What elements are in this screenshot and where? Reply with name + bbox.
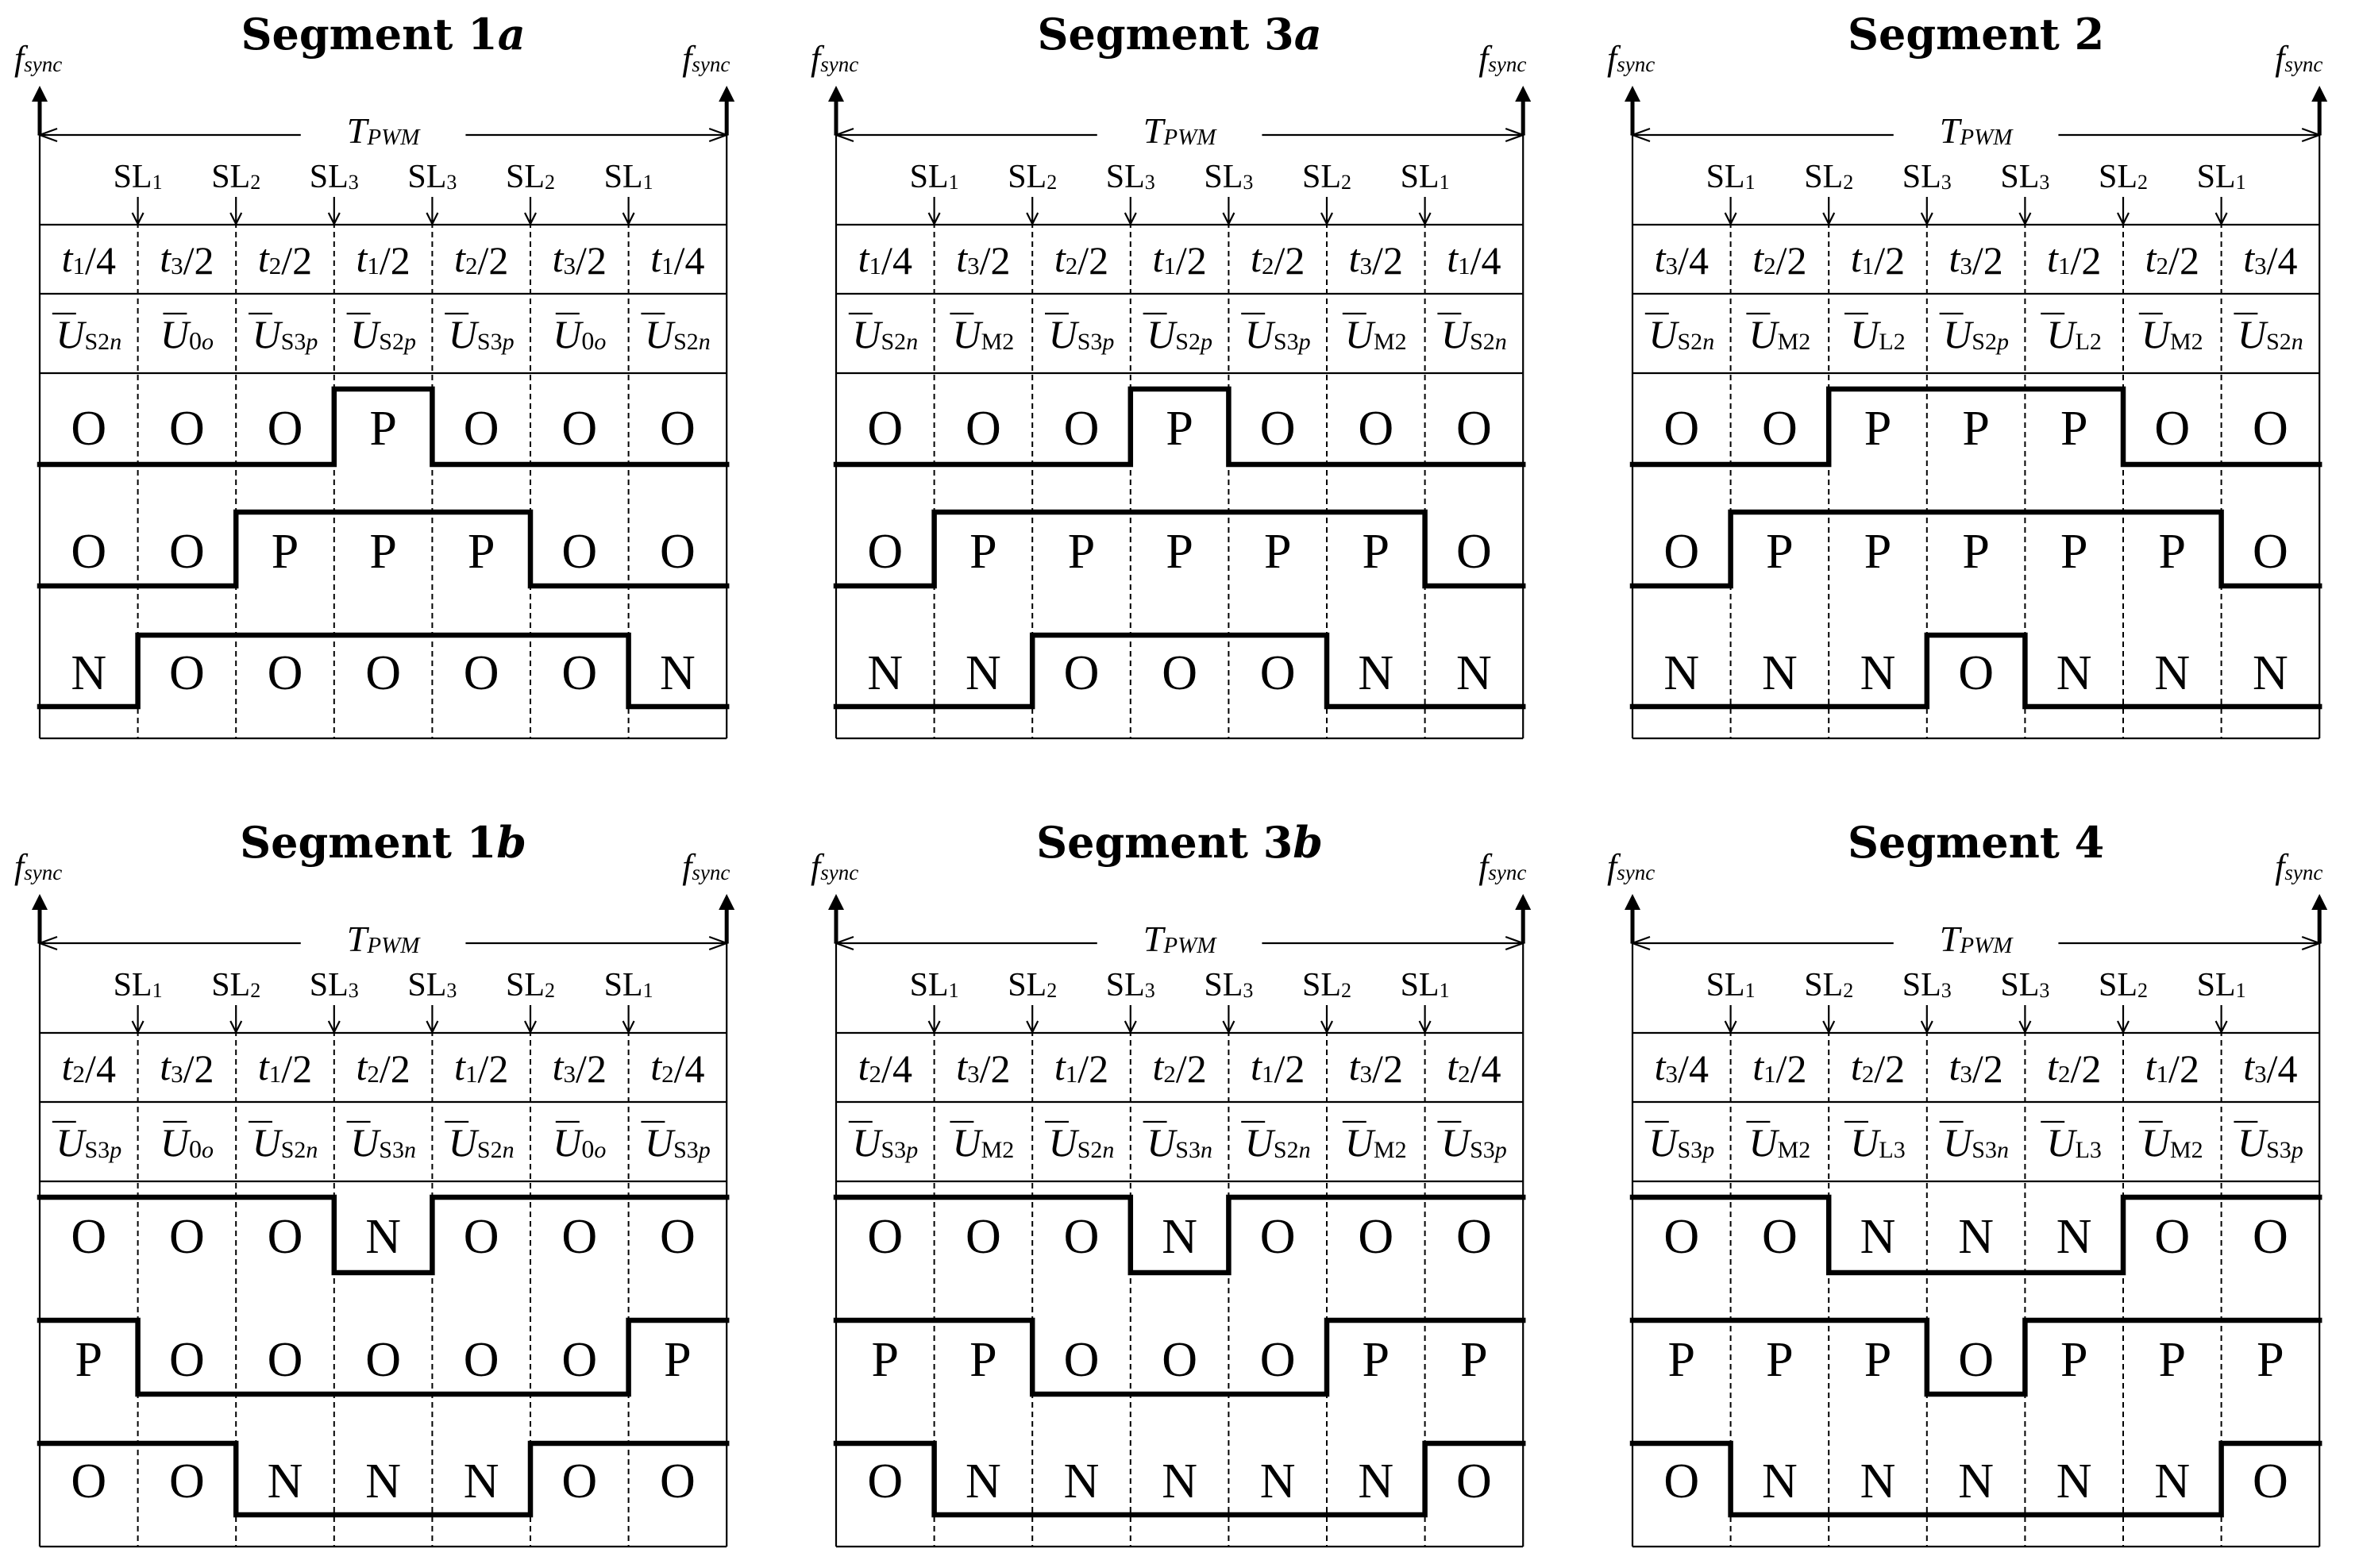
fsync-label-left: fsync [811,39,859,78]
fsync-label-left: fsync [1607,39,1656,78]
switch-state: O [1456,525,1492,579]
time-interval: t3/4 [2243,236,2298,283]
switch-state: N [1860,1210,1896,1264]
switch-state: O [561,646,598,700]
sl-marker: SL3 [1204,967,1254,1004]
switch-state: O [267,1210,303,1264]
switch-state: N [867,646,904,700]
time-interval: t3/2 [160,1044,214,1091]
fsync-label-right: fsync [2275,39,2323,78]
segment-title: Segment 1a [241,9,526,60]
switch-state: N [966,646,1001,700]
voltage-vector: UL2 [2046,312,2102,356]
fsync-label-right: fsync [2275,847,2323,886]
switch-state: O [463,402,499,456]
voltage-vector: U0o [160,312,214,356]
sl-marker: SL2 [505,159,556,195]
time-interval: t3/2 [1948,236,2003,283]
time-interval: t3/2 [1348,236,1403,283]
segment-panel-4 [14,817,734,1547]
time-interval: t2/2 [257,236,313,283]
voltage-vector: US3p [252,312,318,356]
arrow-head-icon [719,894,734,910]
switch-state: O [2253,525,2288,579]
switch-state: O [1063,646,1100,700]
switch-state: O [1358,1210,1394,1264]
switch-state: O [1456,1454,1492,1508]
time-interval: t2/2 [1850,1044,1906,1091]
sl-marker: SL3 [2000,159,2050,195]
voltage-vector: US3p [1244,312,1311,356]
time-interval: t2/2 [2047,1044,2102,1091]
switch-state: O [71,402,107,456]
switch-state: O [267,402,303,456]
switch-state: O [1063,1210,1100,1264]
arrow-head-icon [1625,894,1640,910]
voltage-vector: US3p [645,1120,711,1165]
switch-state: O [2253,402,2288,456]
voltage-vector: US3n [1943,1120,2009,1165]
switch-state: O [1958,646,1994,700]
sl-marker: SL2 [211,967,261,1004]
fsync-label-right: fsync [682,39,730,78]
switch-state: N [463,1454,499,1508]
switch-state: N [1958,1210,1994,1264]
voltage-vector: UM2 [2141,312,2203,356]
time-interval: t1/4 [650,236,705,283]
switch-state: O [71,525,107,579]
switch-state: O [561,1454,598,1508]
time-interval: t1/2 [2047,236,2102,283]
switch-state: P [369,402,397,456]
sl-marker: SL2 [1008,967,1058,1004]
switch-state: O [1259,402,1296,456]
sl-marker: SL1 [1706,967,1756,1004]
time-interval: t1/4 [61,236,116,283]
voltage-vector: UL3 [1850,1120,1906,1165]
switch-state: P [1864,402,1892,456]
sl-marker: SL1 [909,159,959,195]
voltage-vector: US3p [1441,1120,1507,1165]
switch-state: O [867,402,904,456]
fsync-label-left: fsync [811,847,859,886]
switch-state: P [2060,525,2088,579]
voltage-vector: UL2 [1850,312,1906,356]
switch-state: O [2154,1210,2191,1264]
switch-state: O [1358,402,1394,456]
switch-state: N [1958,1454,1994,1508]
switch-state: O [561,525,598,579]
switch-state: O [1762,1210,1798,1264]
switch-state: O [966,402,1001,456]
voltage-vector: US2n [852,312,919,356]
switch-state: N [1860,646,1896,700]
voltage-vector: US2n [2238,312,2303,356]
switch-state: P [271,525,299,579]
sl-marker: SL1 [2196,159,2246,195]
switch-state: N [1162,1210,1197,1264]
segment-panel-6 [1607,817,2327,1547]
arrow-head-icon [828,894,844,910]
switch-state: O [1663,402,1700,456]
sl-marker: SL3 [1902,967,1952,1004]
switch-state: N [2056,646,2092,700]
fsync-label-left: fsync [14,847,63,886]
switch-state: N [1063,1454,1100,1508]
switch-state: N [1358,1454,1394,1508]
switch-state: O [1259,646,1296,700]
switch-state: P [2060,1333,2088,1387]
switch-state: O [2154,402,2191,456]
switch-state: O [660,525,696,579]
switch-state: O [2253,1210,2288,1264]
switch-state: O [71,1454,107,1508]
switch-state: N [966,1454,1001,1508]
switch-state: P [1766,1333,1794,1387]
arrow-head-icon [1515,894,1531,910]
switch-state: P [1667,1333,1696,1387]
voltage-vector: US2n [1441,312,1507,356]
switch-state: O [660,1454,696,1508]
time-interval: t1/2 [2145,1044,2199,1091]
switch-state: N [660,646,696,700]
switch-state: O [1259,1210,1296,1264]
sl-marker: SL1 [1400,967,1450,1004]
sl-marker: SL3 [1902,159,1952,195]
time-interval: t3/2 [1348,1044,1403,1091]
sl-marker: SL1 [603,967,653,1004]
time-interval: t3/2 [956,1044,1011,1091]
arrow-head-icon [2311,86,2327,102]
time-interval: t3/2 [160,236,214,283]
sl-marker: SL2 [211,159,261,195]
switch-state: O [1456,402,1492,456]
switch-state: O [1063,1333,1100,1387]
time-interval: t3/2 [552,236,607,283]
sl-marker: SL1 [1706,159,1756,195]
sl-marker: SL2 [1804,967,1854,1004]
time-interval: t1/2 [1152,236,1207,283]
time-interval: t2/2 [2145,236,2199,283]
switch-state: O [1162,1333,1197,1387]
time-interval: t1/2 [1752,1044,1807,1091]
switch-state: O [660,1210,696,1264]
arrow-head-icon [32,86,48,102]
voltage-vector: U0o [553,312,607,356]
switch-state: N [365,1210,401,1264]
time-interval: t1/2 [454,1044,509,1091]
arrow-head-icon [1625,86,1640,102]
switch-state: P [2158,525,2187,579]
voltage-vector: US2p [1147,312,1212,356]
time-interval: t1/2 [257,1044,313,1091]
voltage-vector: UM2 [1748,312,1811,356]
tpwm-label: TPWM [1939,110,2013,151]
switch-state: P [2060,402,2088,456]
segment-title: Segment 3a [1037,9,1322,60]
arrow-head-icon [32,894,48,910]
switch-state: O [169,646,205,700]
switch-state: O [169,1454,205,1508]
sl-marker: SL2 [505,967,556,1004]
tpwm-label: TPWM [1939,919,2013,959]
switch-state: N [2056,1210,2092,1264]
voltage-vector: US3p [852,1120,919,1165]
voltage-vector: UM2 [1344,1120,1407,1165]
voltage-vector: US3p [1048,312,1115,356]
time-interval: t2/2 [1752,236,1807,283]
time-interval: t3/2 [956,236,1011,283]
sl-marker: SL1 [1400,159,1450,195]
switch-state: P [969,1333,997,1387]
time-interval: t3/4 [2243,1044,2298,1091]
voltage-vector: UM2 [1344,312,1407,356]
switch-state: O [1663,525,1700,579]
switch-state: O [1958,1333,1994,1387]
voltage-vector: US2n [448,1120,515,1165]
switch-state: P [1766,525,1794,579]
arrow-head-icon [1515,86,1531,102]
time-interval: t2/4 [1447,1044,1501,1091]
switch-state: N [1259,1454,1296,1508]
switch-state: N [1762,646,1798,700]
time-interval: t2/2 [454,236,509,283]
sl-marker: SL3 [407,967,457,1004]
sl-marker: SL3 [407,159,457,195]
time-interval: t1/2 [356,236,411,283]
switch-state: O [365,1333,401,1387]
voltage-vector: US2n [1648,312,1715,356]
switch-state: N [1358,646,1394,700]
voltage-vector: U0o [553,1120,607,1165]
switch-state: N [365,1454,401,1508]
segment-panel-3 [1607,9,2327,738]
voltage-vector: US3n [350,1120,416,1165]
switch-state: N [267,1454,303,1508]
switch-state: P [1362,525,1390,579]
voltage-vector: US2n [1244,1120,1311,1165]
switch-state: N [2253,646,2288,700]
switch-state: O [561,1210,598,1264]
sl-marker: SL2 [1301,967,1352,1004]
switch-state: O [2253,1454,2288,1508]
switch-state: O [1259,1333,1296,1387]
segment-title: Segment 2 [1848,9,2105,60]
voltage-vector: US2n [645,312,711,356]
time-interval: t3/4 [1654,236,1709,283]
time-interval: t2/2 [1152,1044,1207,1091]
fsync-label-left: fsync [14,39,63,78]
time-interval: t1/2 [1054,1044,1109,1091]
time-interval: t3/2 [1948,1044,2003,1091]
sl-marker: SL1 [113,967,163,1004]
switch-state: O [267,1333,303,1387]
switch-state: O [169,1210,205,1264]
switch-state: P [1166,525,1193,579]
switch-state: P [1362,1333,1390,1387]
voltage-vector: US2n [56,312,122,356]
switch-state: O [1663,1454,1700,1508]
switch-state: O [463,1333,499,1387]
voltage-vector: US2n [252,1120,318,1165]
sl-marker: SL2 [1804,159,1854,195]
sl-marker: SL2 [2098,967,2149,1004]
switch-state: P [1962,525,1990,579]
time-interval: t2/2 [356,1044,411,1091]
sl-marker: SL3 [1105,159,1155,195]
switch-state: N [2056,1454,2092,1508]
fsync-label-right: fsync [1478,847,1527,886]
switch-state: P [969,525,997,579]
switch-state: P [467,525,495,579]
sl-marker: SL3 [2000,967,2050,1004]
switch-state: P [2158,1333,2187,1387]
switch-state: P [1962,402,1990,456]
time-interval: t2/4 [650,1044,705,1091]
tpwm-label: TPWM [1143,919,1216,959]
switch-state: O [365,646,401,700]
switch-state: P [1864,1333,1892,1387]
tpwm-label: TPWM [346,919,420,959]
switch-state: O [1456,1210,1492,1264]
switch-state: O [71,1210,107,1264]
tpwm-label: TPWM [1143,110,1216,151]
switch-state: O [169,1333,205,1387]
voltage-vector: US2p [1943,312,2009,356]
time-interval: t2/4 [61,1044,116,1091]
voltage-vector: US3p [448,312,515,356]
switch-state: P [1067,525,1096,579]
time-interval: t1/4 [1447,236,1501,283]
sl-marker: SL1 [909,967,959,1004]
segment-title: Segment 3b [1036,817,1324,868]
sl-marker: SL1 [113,159,163,195]
switch-state: O [169,402,205,456]
time-interval: t1/4 [858,236,912,283]
time-interval: t2/2 [1054,236,1109,283]
switch-state: O [1162,646,1197,700]
switch-state: O [561,1333,598,1387]
sl-marker: SL3 [1204,159,1254,195]
switch-state: P [871,1333,900,1387]
switch-state: O [463,646,499,700]
voltage-vector: UM2 [2141,1120,2203,1165]
switch-state: P [2257,1333,2284,1387]
voltage-vector: US3p [1648,1120,1715,1165]
sl-marker: SL2 [1008,159,1058,195]
voltage-vector: US3p [2238,1120,2303,1165]
sl-marker: SL3 [309,159,359,195]
switch-state: O [1663,1210,1700,1264]
fsync-label-right: fsync [1478,39,1527,78]
time-interval: t2/4 [858,1044,912,1091]
arrow-head-icon [2311,894,2327,910]
time-interval: t1/2 [1850,236,1906,283]
voltage-vector: U0o [160,1120,214,1165]
switch-state: O [867,1454,904,1508]
switch-state: N [1762,1454,1798,1508]
segment-title: Segment 4 [1848,817,2105,868]
switch-state: P [1263,525,1292,579]
voltage-vector: US3p [56,1120,122,1165]
switch-state: O [1063,402,1100,456]
switch-state: N [1663,646,1700,700]
switch-state: P [664,1333,692,1387]
voltage-vector: UL3 [2046,1120,2102,1165]
voltage-vector: UM2 [952,1120,1015,1165]
switch-state: O [660,402,696,456]
voltage-vector: US2p [350,312,416,356]
time-interval: t3/4 [1654,1044,1709,1091]
voltage-vector: UM2 [952,312,1015,356]
switch-state: O [867,525,904,579]
sl-marker: SL1 [2196,967,2246,1004]
arrow-head-icon [828,86,844,102]
voltage-vector: US3n [1147,1120,1212,1165]
switch-state: P [1166,402,1193,456]
switch-state: P [1864,525,1892,579]
switch-state: O [1762,402,1798,456]
switch-state: O [267,646,303,700]
switch-state: O [463,1210,499,1264]
switch-state: N [2154,646,2191,700]
fsync-label-left: fsync [1607,847,1656,886]
time-interval: t1/2 [1251,1044,1305,1091]
sl-marker: SL2 [2098,159,2149,195]
switch-state: O [561,402,598,456]
switch-state: N [1456,646,1492,700]
switch-state: P [75,1333,103,1387]
switch-state: N [1162,1454,1197,1508]
voltage-vector: UM2 [1748,1120,1811,1165]
segment-panel-1 [14,9,734,738]
sl-marker: SL3 [309,967,359,1004]
segment-panel-5 [811,817,1531,1547]
sl-marker: SL1 [603,159,653,195]
switch-state: N [71,646,107,700]
switch-state: P [1460,1333,1488,1387]
switch-state: N [1860,1454,1896,1508]
switch-state: O [966,1210,1001,1264]
switch-state: O [867,1210,904,1264]
time-interval: t3/2 [552,1044,607,1091]
segment-title: Segment 1b [240,817,527,868]
voltage-vector: US2n [1048,1120,1115,1165]
fsync-label-right: fsync [682,847,730,886]
switch-state: P [369,525,397,579]
switch-state: O [169,525,205,579]
time-interval: t2/2 [1251,236,1305,283]
tpwm-label: TPWM [346,110,420,151]
segment-panel-2 [811,9,1531,738]
arrow-head-icon [719,86,734,102]
sl-marker: SL3 [1105,967,1155,1004]
sl-marker: SL2 [1301,159,1352,195]
switch-state: N [2154,1454,2191,1508]
